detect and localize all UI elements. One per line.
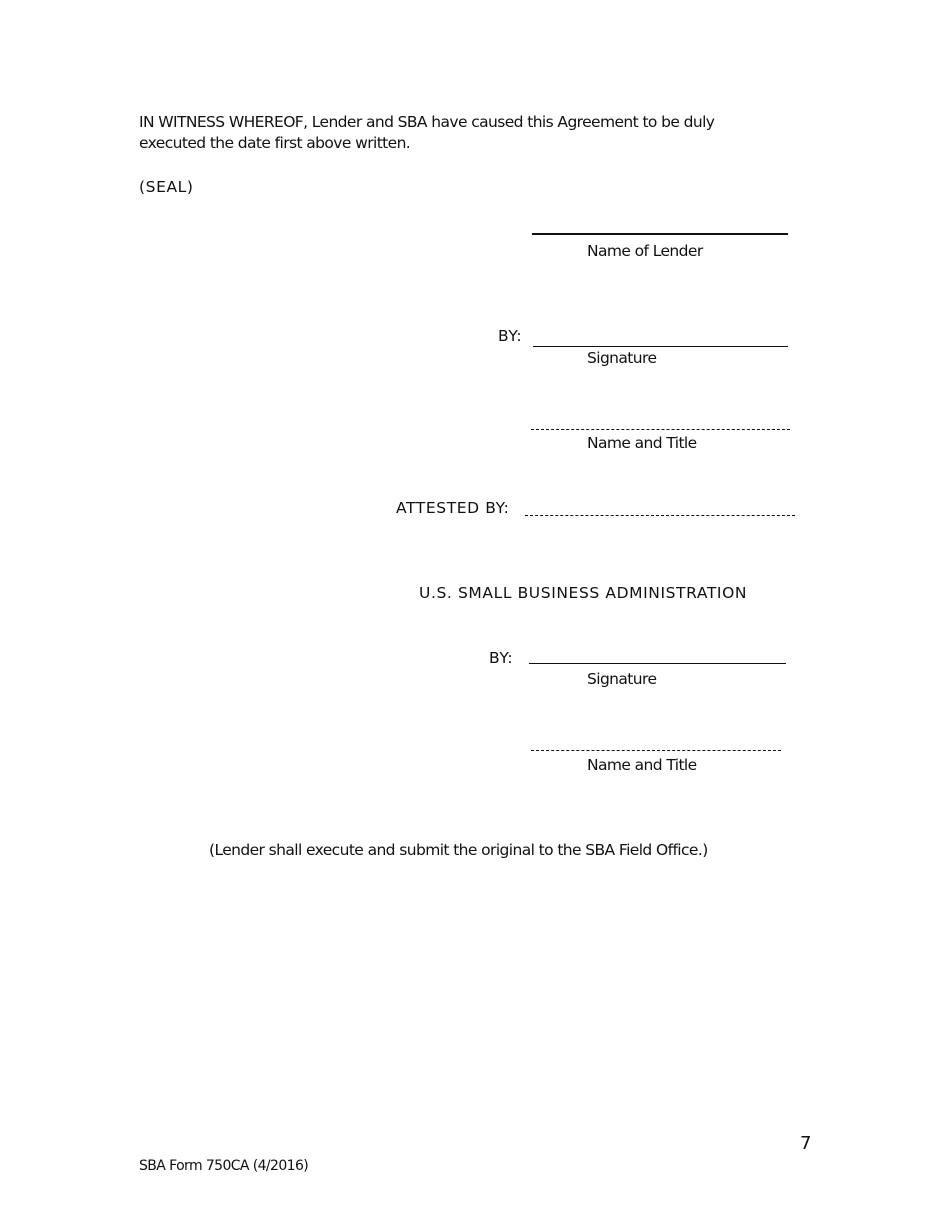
attested-by-label: ATTESTED BY: bbox=[396, 499, 510, 517]
lender-by-label: BY: bbox=[498, 327, 523, 345]
lender-signature-label: Signature bbox=[587, 349, 657, 367]
form-identifier: SBA Form 750CA (4/2016) bbox=[139, 1158, 309, 1174]
attested-by-line[interactable] bbox=[525, 515, 795, 516]
lender-name-title-label: Name and Title bbox=[587, 434, 697, 452]
witness-text-line1: IN WITNESS WHEREOF, Lender and SBA have caused this Agreement to be duly bbox=[139, 113, 715, 131]
sba-name-title-line[interactable] bbox=[531, 750, 781, 751]
sba-signature-label: Signature bbox=[587, 670, 657, 688]
sba-heading: U.S. SMALL BUSINESS ADMINISTRATION bbox=[419, 584, 748, 602]
page-number: 7 bbox=[800, 1133, 811, 1154]
lender-signature-line[interactable] bbox=[533, 346, 788, 347]
lender-name-label: Name of Lender bbox=[587, 242, 703, 260]
submission-instruction: (Lender shall execute and submit the original to the SBA Field Office.) bbox=[209, 841, 708, 859]
sba-by-label: BY: bbox=[489, 649, 514, 667]
lender-name-line[interactable] bbox=[532, 233, 788, 235]
witness-text-line2: executed the date first above written. bbox=[139, 134, 411, 152]
lender-name-title-line[interactable] bbox=[531, 429, 790, 430]
sba-name-title-label: Name and Title bbox=[587, 756, 697, 774]
seal-label: (SEAL) bbox=[139, 178, 194, 196]
sba-signature-line[interactable] bbox=[529, 663, 786, 664]
